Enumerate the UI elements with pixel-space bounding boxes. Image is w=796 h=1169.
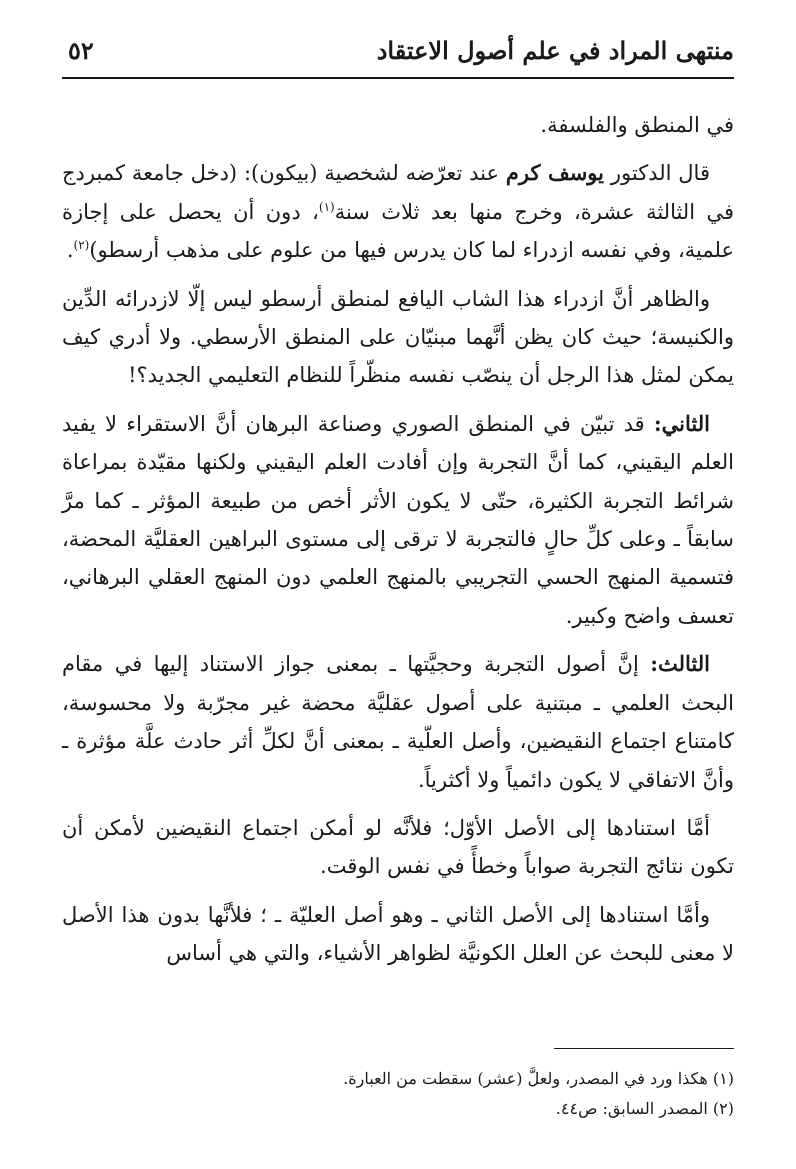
paragraph: في المنطق والفلسفة. (540, 113, 734, 137)
footnotes (62, 1064, 734, 1124)
running-title: منتهى المراد في علم أصول الاعتقاد (376, 35, 734, 65)
page-header (68, 30, 734, 70)
footnote-1: (١) هكذا ورد في المصدر، ولعلَّ (عشر) سقطت من العبارة. (343, 1069, 734, 1088)
point-label-third: الثالث: (650, 651, 710, 677)
paragraph-third: الثالث: إنَّ أصول التجربة وحجيَّتها ـ بمعنى جواز الاستناد إليها في مقام البحث العلمي ـ مبتنية على أصول عقليَّة محضة غير مجرّبة ولا محسوسة، كامتناع اجتماع النقيضين، وأصل العلّية ـ بمعنى أنَّ لكلِّ أثر حادث علَّة مؤثرة ـ وأنَّ الاتفاقي لا يكون دائمياً ولا أكثرياً. (62, 651, 734, 792)
footnote-ref-2: (٢) (73, 238, 90, 253)
body-text (62, 106, 734, 973)
paragraph: أمَّا استنادها إلى الأصل الأوّل؛ فلأنَّه لو أمكن اجتماع النقيضين لأمكن أن تكون نتائج التجربة صواباً وخطأً في نفس الوقت. (62, 815, 734, 879)
footnote-2: (٢) المصدر السابق: ص٤٤. (555, 1099, 734, 1118)
point-label-second: الثاني: (653, 410, 710, 436)
page-number: ٥٢ (68, 35, 94, 65)
footnote-ref-1: (١) (318, 199, 335, 214)
paragraph: والظاهر أنَّ ازدراء هذا الشاب اليافع لمنطق أرسطو ليس إلّا لازدرائه الدِّين والكنيسة؛ حيث كان يظن أنَّهما مبنيّان على المنطق الأرسطي. ولا أدري كيف يمكن لمثل هذا الرجل أن ينصّب نفسه منظّراً للنظام التعليمي الجديد؟! (62, 286, 734, 388)
footnote-rule (554, 1048, 734, 1049)
header-rule (62, 77, 734, 79)
paragraph-second: الثاني: قد تبيّن في المنطق الصوري وصناعة البرهان أنَّ الاستقراء لا يفيد العلم اليقيني، كما أنَّ التجربة وإن أفادت العلم اليقيني ولكنها مقيّدة بمراعاة شرائط التجربة الكثيرة، حتّى لا يكون الأثر أخص من طبيعة المؤثر ـ كما مرَّ سابقاً ـ وعلى كلِّ حالٍ فالتجربة لا ترقى إلى مستوى البراهين العقليَّة المحضة، فتسمية المنهج الحسي التجريبي بالمنهج العلمي دون المنهج العقلي البرهاني، تعسف واضح وكبير. (62, 410, 734, 628)
author-name: يوسف كرم (505, 160, 605, 186)
paragraph: وأمَّا استنادها إلى الأصل الثاني ـ وهو أصل العليّة ـ ؛ فلأنَّها بدون هذا الأصل لا معنى للبحث عن العلل الكونيَّة لظواهر الأشياء، والتي هي أساس (62, 902, 734, 966)
paragraph-quote: قال الدكتور يوسف كرم عند تعرّضه لشخصية (بيكون): (دخل جامعة كمبردج في الثالثة عشرة، وخرج منها بعد ثلاث سنة$^{(١)}$، دون أن يحصل على إجازة علمية، وفي نفسه ازدراء لما كان يدرس فيها من علوم على مذهب أرسطو)$^{(٢)}$. (62, 160, 734, 263)
